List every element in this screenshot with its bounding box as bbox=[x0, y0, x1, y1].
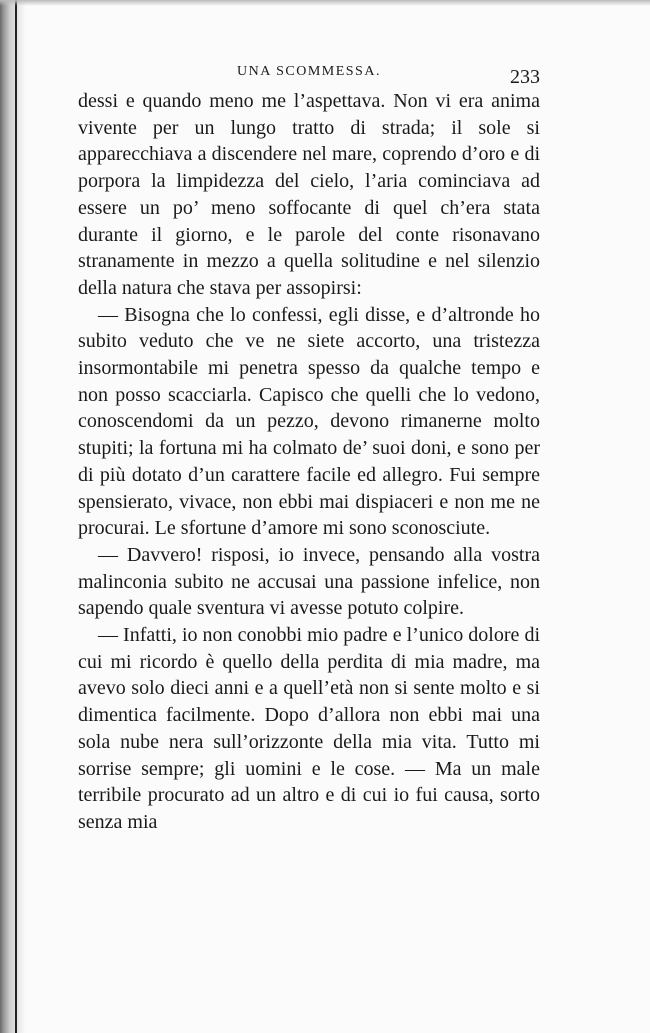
running-title: UNA SCOMMESSA. bbox=[237, 64, 381, 79]
paragraph-3: — Davvero! risposi, io invece, pensando alla vostra malinconia subito ne accusai una passione infelice, non sapendo quale sventura vi avesse potuto colpire. bbox=[78, 543, 540, 620]
page-number: 233 bbox=[510, 66, 540, 88]
binding-shadow bbox=[0, 0, 26, 1033]
running-head bbox=[78, 62, 540, 86]
text-body bbox=[78, 88, 540, 836]
paragraph-1: dessi e quando meno me l’aspettava. Non vi era anima vivente per un lungo tratto di strada; il sole si apparecchiava a discendere nel mare, coprendo d’oro e di porpora la limpidezza del cielo, l’aria cominciava ad essere un po’ meno soffocante di quel ch’era stata durante il giorno, e le parole del conte risonavano stranamente in mezzo a quella solitudine e nel silenzio della natura che stava per assopirsi: bbox=[78, 90, 540, 299]
binding-line bbox=[15, 0, 17, 1033]
paragraph-2: — Bisogna che lo confessi, egli disse, e d’altronde ho subito veduto che ve ne siete accorto, una tristezza insormontabile mi penetra spesso da qualche tempo e non posso scacciarla. Capisco che quelli che lo vedono, conoscendomi da un pezzo, devono rimanerne molto stupiti; la fortuna mi ha colmato de’ suoi doni, e sono per di più dotato d’un carattere facile ed allegro. Fui sempre spensierato, vivace, non ebbi mai dispiaceri e non me ne procurai. Le sfortune d’amore mi sono sconosciute. bbox=[78, 303, 540, 540]
paragraph-4: — Infatti, io non conobbi mio padre e l’unico dolore di cui mi ricordo è quello della perdita di mia madre, ma avevo solo dieci anni e a quell’età non si sente molto e si dimentica facilmente. Dopo d’allora non ebbi mai una sola nube nera sull’orizzonte della mia vita. Tutto mi sorrise sempre; gli uomini e le cose. — Ma un male terribile procurato ad un altro e di cui io fui causa, sorto senza mia bbox=[78, 624, 540, 833]
page-top-edge bbox=[0, 0, 650, 6]
